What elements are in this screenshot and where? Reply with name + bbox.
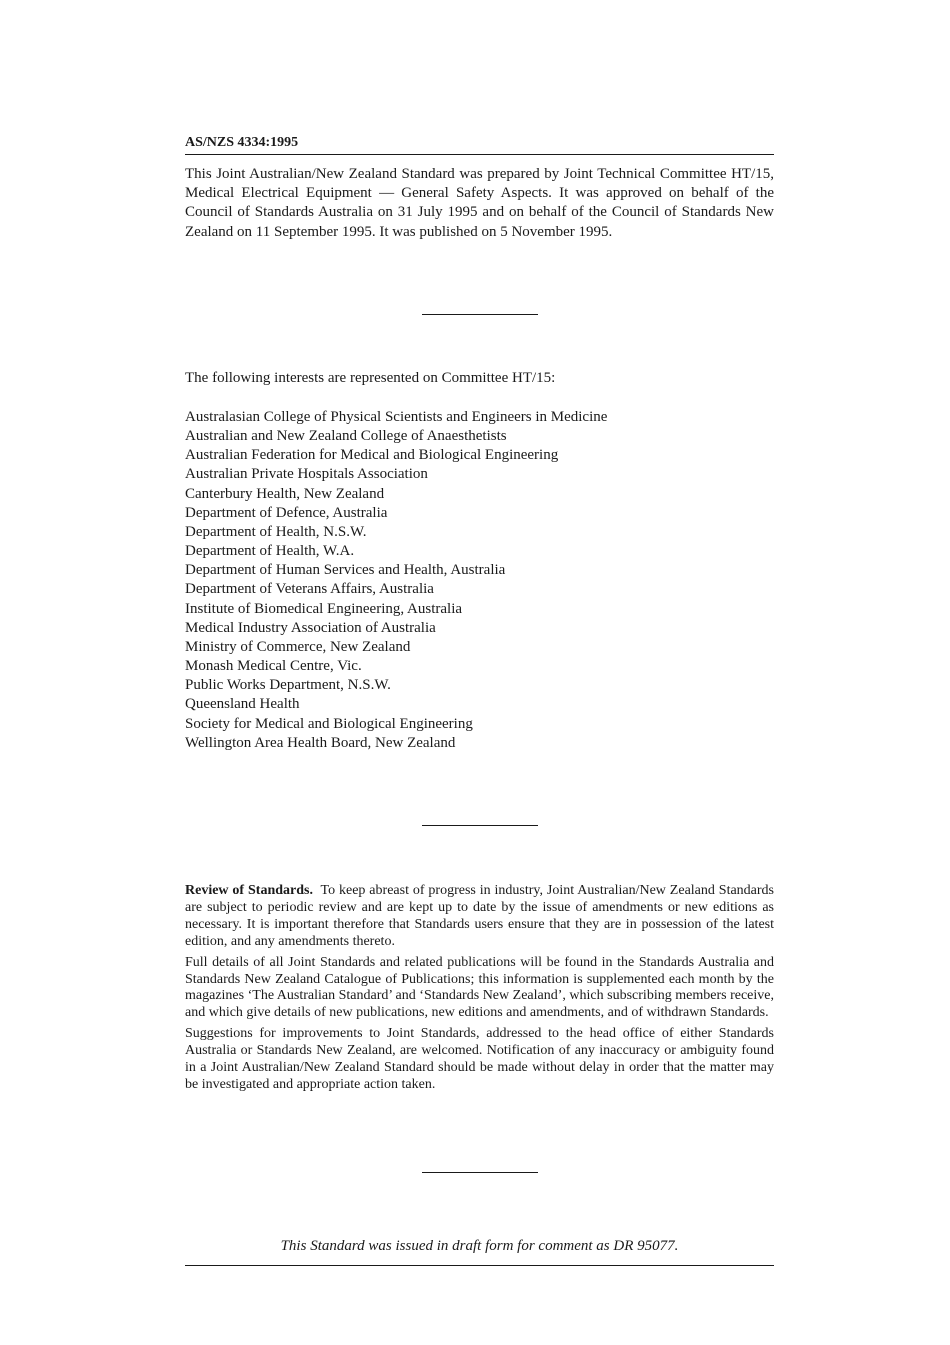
review-text: To keep abreast of progress in industry, Joint Australian/New Zealand Standards are subject to periodic review and are kept up to date by the issue of amendments or new editions as necessary. It is important therefore that Standards users ensure that they are in possession of the latest edition, and any amendments thereto. (185, 883, 774, 949)
committee-member-list (185, 408, 607, 753)
list-item: Australasian College of Physical Scientists and Engineers in Medicine (185, 409, 608, 425)
list-item: Department of Veterans Affairs, Australia (185, 581, 434, 598)
section-divider (422, 825, 538, 826)
committee-heading: The following interests are represented on Committee HT/15: (185, 370, 556, 386)
list-item: Australian and New Zealand College of Anaesthetists (185, 428, 507, 445)
list-item: Monash Medical Centre, Vic. (185, 658, 362, 675)
review-title: Review of Standards. (185, 883, 313, 898)
list-item: Department of Health, W.A. (185, 543, 355, 560)
intro-paragraph: This Joint Australian/New Zealand Standard was prepared by Joint Technical Committee HT/15, Medical Electrical Equipment — General Safety Aspects. It was approved on behalf of the Council of Standards Australia on 31 July 1995 and on behalf of the Council of Standards New Zealand on 11 September 1995. It was published on 5 November 1995. (185, 166, 774, 240)
section-divider (422, 314, 538, 315)
list-item: Institute of Biomedical Engineering, Australia (185, 600, 463, 617)
review-paragraph (185, 883, 774, 951)
list-item: Department of Human Services and Health, Australia (185, 562, 506, 579)
footer-rule (185, 1265, 774, 1266)
section-divider (422, 1172, 538, 1173)
list-item: Australian Federation for Medical and Biological Engineering (185, 447, 559, 464)
header-rule (185, 154, 774, 155)
list-item: Queensland Health (185, 696, 300, 713)
draft-note: This Standard was issued in draft form for comment as DR 95077. (280, 1238, 679, 1254)
review-paragraph: Full details of all Joint Standards and related publications will be found in the Standards Australia and Standards New Zealand Catalogue of Publications; this information is supplemented each month by the magazines ‘The Australian Standard’ and ‘Standards New Zealand’, which subscribing members receive, and which give details of new publications, new editions and amendments, and of withdrawn Standards. (185, 954, 774, 1021)
list-item: Canterbury Health, New Zealand (185, 485, 385, 502)
standard-id: AS/NZS 4334:1995 (185, 135, 299, 150)
list-item: Medical Industry Association of Australia (185, 619, 436, 636)
list-item: Department of Health, N.S.W. (185, 523, 367, 540)
review-section (185, 883, 774, 1098)
list-item: Ministry of Commerce, New Zealand (185, 638, 411, 655)
list-item: Wellington Area Health Board, New Zealand (185, 734, 456, 751)
list-item: Public Works Department, N.S.W. (185, 677, 391, 694)
review-paragraph: Suggestions for improvements to Joint Standards, addressed to the head office of either Standards Australia or Standards New Zealand, are welcomed. Notification of any inaccuracy or ambiguity found in a Joint Australian/New Zealand Standard should be made without delay in order that the matter may be investigated and appropriate action taken. (185, 1026, 774, 1092)
list-item: Australian Private Hospitals Association (185, 466, 428, 483)
list-item: Department of Defence, Australia (185, 504, 388, 521)
list-item: Society for Medical and Biological Engineering (185, 715, 473, 732)
